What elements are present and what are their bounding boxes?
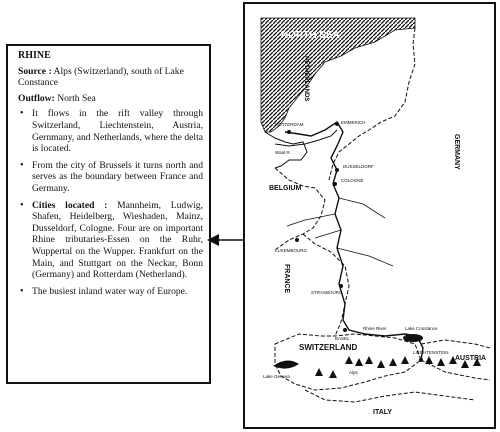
lake-geneva	[273, 360, 299, 368]
label-belgium: BELGIUM	[269, 185, 302, 192]
label-rhine-river: Rhine River	[363, 326, 387, 331]
source-label: Source :	[18, 65, 52, 77]
bullet-item	[18, 200, 203, 281]
label-germany: GERMANY	[453, 134, 460, 170]
info-title: RHINE	[18, 50, 51, 61]
label-luxembourg: LUXEMBOURG	[275, 248, 308, 253]
label-liechtenstein: LIECHTENSTEIN	[413, 350, 449, 355]
label-switzerland: SWITZERLAND	[299, 343, 358, 352]
label-france: FRANCE	[283, 264, 290, 294]
city-markers	[287, 122, 423, 362]
label-emmerich: EMMERICH	[341, 120, 366, 125]
label-north-sea: NORTH SEA	[281, 30, 340, 41]
rhine-info-box	[6, 44, 211, 384]
italy-border	[305, 390, 475, 402]
bullet-dot-icon: •	[20, 199, 24, 211]
label-italy: ITALY	[373, 409, 393, 416]
waal-river	[275, 130, 337, 146]
outflow-label: Outflow:	[18, 92, 55, 104]
label-alps: Alps	[349, 370, 358, 375]
bullet-item	[18, 160, 203, 195]
bullet-label: Cities located :	[32, 199, 108, 211]
rhine-map	[243, 2, 496, 429]
rhine-river	[285, 122, 423, 360]
label-austria: AUSTRIA	[455, 355, 487, 362]
bullet-dot-icon: •	[20, 159, 24, 171]
bullet-dot-icon: •	[20, 285, 24, 297]
label-netherlands: NETHERLANDS	[303, 56, 309, 102]
label-waal: Waal R.	[275, 150, 291, 155]
label-dusseldorf: DUSSELDORF	[343, 164, 374, 169]
belgium-border	[275, 168, 325, 250]
bullet-text: From the city of Brussels it turns north and serves as the boundary between France and Germany.	[32, 159, 203, 194]
source-value: Alps (Switzerland), south of Lake Constance	[18, 65, 184, 89]
label-basel: BASEL	[335, 336, 350, 341]
label-rotterdam: ROTTERDAM	[275, 122, 304, 127]
label-cologne: COLOGNE	[341, 178, 364, 183]
label-lake-geneva: Lake Geneva	[263, 374, 290, 379]
bullet-text: Mannheim, Ludwig, Shafen, Heidelberg, Wieshaden, Mainz, Dusseldorf, Cologne. Four are on important Rhine tributaries-Essen on the Ruhr, Wuppertal on the Wupper. Frankfurt on the Main, and Stuttgart on the Neckar, Bonn (Germany) and Rotterdam (Netherland).	[32, 199, 204, 281]
bullet-text: The busiest inland water way of Europe.	[32, 285, 188, 297]
map-canvas	[245, 4, 494, 427]
label-lake-constance: Lake Constance	[405, 326, 438, 331]
outflow-value: North Sea	[57, 92, 96, 104]
bullet-text: It flows in the rift valley through Switzerland, Liechtenstein, Austria, Gernmany, and Netherlands, where the delta is located.	[32, 108, 203, 155]
lake-constance	[403, 334, 423, 342]
outflow-line	[18, 93, 203, 105]
bullet-list	[18, 108, 203, 297]
bullet-dot-icon: •	[20, 108, 24, 120]
bullet-item	[18, 108, 203, 154]
label-strasbourg: STRASBOURG	[311, 290, 343, 295]
source-line	[18, 66, 203, 89]
bullet-item	[18, 286, 203, 298]
